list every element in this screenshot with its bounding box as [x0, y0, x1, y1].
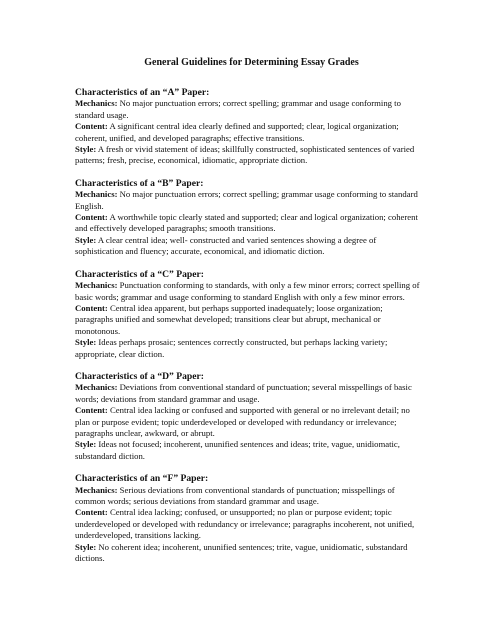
- mechanics-label: Mechanics:: [75, 280, 118, 291]
- mechanics-text: Deviations from conventional standard of punctuation; several misspellings of basic words; deviations from standard grammar and usage.: [75, 382, 412, 404]
- section-heading: Characteristics of a “C” Paper:: [75, 268, 204, 280]
- style-text: A fresh or vivid statement of ideas; skillfully constructed, sophisticated sentences of varied patterns; fresh, precise, economical, idiomatic, appropriate diction.: [75, 144, 415, 166]
- mechanics-label: Mechanics:: [75, 98, 118, 109]
- style-label: Style:: [75, 234, 97, 245]
- mechanics-label: Mechanics:: [75, 484, 118, 495]
- document-page: [75, 57, 420, 575]
- grade-section-a: [75, 87, 420, 167]
- grade-section-c: [75, 269, 420, 360]
- style-entry: [75, 144, 420, 167]
- section-heading: Characteristics of a “B” Paper:: [75, 177, 204, 189]
- content-text: Central idea lacking or confused and supported with general or no irrelevant detail; no plan or purpose evident; topic underdeveloped or developed with redundancy or irrelevance; paragraphs unclear, awkward, or abrupt.: [75, 405, 410, 438]
- style-label: Style:: [75, 541, 97, 552]
- style-text: No coherent idea; incoherent, ununified sentences; trite, vague, unidiomatic, substandard dictions.: [75, 541, 408, 564]
- content-label: Content:: [75, 212, 108, 223]
- content-label: Content:: [75, 507, 108, 518]
- grade-section-b: [75, 178, 420, 258]
- mechanics-text: No major punctuation errors; correct spelling; grammar and usage conforming to standard usage.: [75, 98, 401, 120]
- section-heading: Characteristics of an “A” Paper:: [75, 87, 210, 98]
- content-text: Central idea apparent, but perhaps supported inadequately; loose organization; paragraphs unified and somewhat developed; transitions clear but abrupt, mechanical or monotonous.: [75, 302, 383, 336]
- style-entry: [75, 542, 420, 565]
- mechanics-label: Mechanics:: [75, 382, 118, 393]
- document-title: General Guidelines for Determining Essay Grades: [144, 57, 359, 68]
- mechanics-entry: [75, 280, 420, 303]
- style-label: Style:: [75, 144, 97, 155]
- section-heading: Characteristics of a “D” Paper:: [75, 370, 204, 382]
- content-text: A significant central idea clearly defined and supported; clear, logical organization; coherent, unified, and developed paragraphs; effective transitions.: [75, 121, 399, 143]
- style-text: A clear central idea; well- constructed and varied sentences showing a degree of sophistication and fluency; accurate, economical, and idiomatic diction.: [75, 234, 377, 257]
- style-text: Ideas not focused; incoherent, ununified sentences and ideas; trite, vague, unidiomatic, substandard diction.: [75, 439, 400, 461]
- style-label: Style:: [75, 439, 97, 450]
- mechanics-text: Punctuation conforming to standards, with only a few minor errors; correct spelling of basic words; grammar and usage conforming to standard English with only a few minor errors.: [75, 280, 420, 302]
- content-entry: [75, 405, 420, 439]
- content-entry: [75, 303, 420, 337]
- mechanics-text: No major punctuation errors; correct spelling; grammar usage conforming to standard English.: [75, 189, 418, 211]
- mechanics-entry: [75, 98, 420, 121]
- mechanics-entry: [75, 485, 420, 508]
- style-text: Ideas perhaps prosaic; sentences correctly constructed, but perhaps lacking variety; appropriate, clear diction.: [75, 337, 388, 359]
- style-entry: [75, 337, 420, 360]
- content-label: Content:: [75, 121, 108, 132]
- style-entry: [75, 235, 420, 258]
- content-entry: [75, 212, 420, 235]
- mechanics-entry: [75, 382, 420, 405]
- grade-section-f: [75, 473, 420, 564]
- style-entry: [75, 439, 420, 462]
- mechanics-entry: [75, 189, 420, 212]
- content-entry: [75, 121, 420, 144]
- mechanics-text: Serious deviations from conventional standards of punctuation; misspellings of common words; serious deviations from standard grammar and usage.: [75, 484, 395, 506]
- content-text: A worthwhile topic clearly stated and supported; clear and logical organization; coherent and effectively developed paragraphs; smooth transitions.: [75, 212, 418, 234]
- grade-section-d: [75, 371, 420, 462]
- content-entry: [75, 507, 420, 541]
- content-text: Central idea lacking; confused, or unsupported; no plan or purpose evident; topic underdeveloped or developed with redundancy or irrelevance; paragraphs incoherent, not unified, underdeveloped, transitions lacking.: [75, 507, 415, 541]
- mechanics-label: Mechanics:: [75, 189, 118, 200]
- content-label: Content:: [75, 302, 108, 313]
- style-label: Style:: [75, 337, 97, 348]
- content-label: Content:: [75, 405, 108, 416]
- section-heading: Characteristics of an “F” Paper:: [75, 473, 209, 485]
